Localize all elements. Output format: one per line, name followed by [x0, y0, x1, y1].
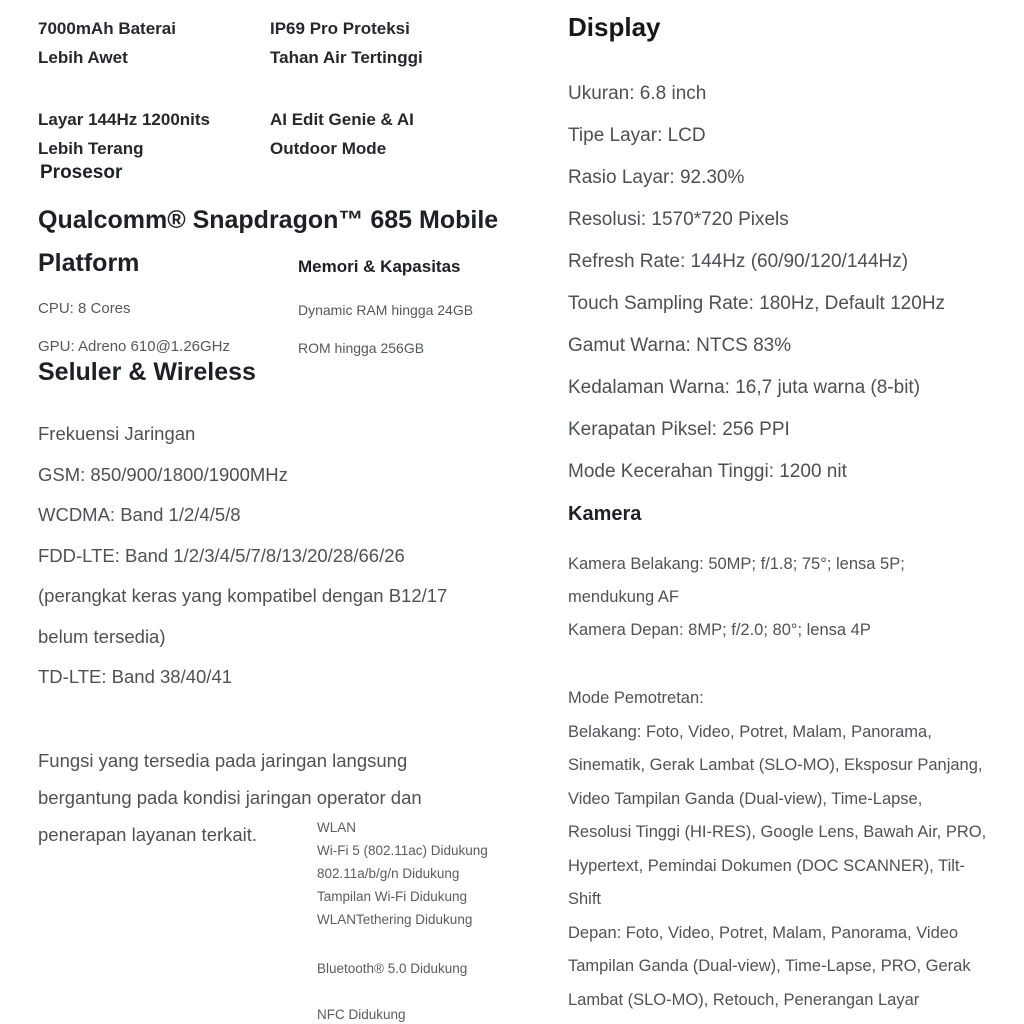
- section-title-cellular: Seluler & Wireless: [38, 358, 256, 386]
- network-disclaimer-line1: Fungsi yang tersedia pada jaringan langsung: [38, 750, 408, 771]
- display-brightness: Mode Kecerahan Tinggi: 1200 nit: [568, 461, 847, 482]
- display-size: Ukuran: 6.8 inch: [568, 83, 707, 104]
- rear-modes-line2: Sinematik, Gerak Lambat (SLO-MO), Eksposur Panjang,: [568, 756, 983, 774]
- rear-modes-line3: Video Tampilan Ganda (Dual-view), Time-Lapse,: [568, 789, 923, 808]
- display-color-gamut: Gamut Warna: NTCS 83%: [568, 335, 792, 356]
- display-spec-list: [568, 73, 1018, 493]
- network-disclaimer-line3: penerapan layanan terkait.: [38, 824, 258, 845]
- rear-camera-spec: Kamera Belakang: 50MP; f/1.8; 75°; lensa 5P;: [568, 555, 905, 573]
- display-touch-sampling: Touch Sampling Rate: 180Hz, Default 120Hz: [568, 293, 946, 314]
- bluetooth-spec: Bluetooth® 5.0 Didukung: [317, 961, 468, 976]
- feature-highlights: [38, 14, 508, 164]
- soc-title: Qualcomm® Snapdragon™ 685 Mobile Platform: [38, 206, 499, 277]
- section-title-memory: Memori & Kapasitas: [298, 257, 461, 276]
- cpu-spec: CPU: 8 Cores: [38, 300, 131, 317]
- camera-modes-list: [568, 682, 1024, 1017]
- network-frequency-heading: Frekuensi Jaringan: [38, 423, 196, 444]
- wifi-legacy-spec: 802.11a/b/g/n Didukung: [317, 866, 460, 881]
- feature-battery-line2: Lebih Awet: [38, 48, 128, 67]
- fdd-lte-note-line1: (perangkat keras yang kompatibel dengan B12/17: [38, 585, 448, 606]
- display-color-depth: Kedalaman Warna: 16,7 juta warna (8-bit): [568, 377, 921, 398]
- nfc-spec: NFC Didukung: [317, 1007, 406, 1022]
- feature-ip69-line2: Tahan Air Tertinggi: [270, 48, 423, 67]
- section-title-processor: Prosesor: [40, 162, 123, 183]
- display-resolution: Resolusi: 1570*720 Pixels: [568, 209, 789, 230]
- front-modes-line3: Lambat (SLO-MO), Retouch, Penerangan Layar: [568, 990, 920, 1009]
- gpu-spec: GPU: Adreno 610@1.26GHz: [38, 338, 230, 355]
- wifi5-spec: Wi-Fi 5 (802.11ac) Didukung: [317, 843, 488, 858]
- front-camera-spec: Kamera Depan: 8MP; f/2.0; 80°; lensa 4P: [568, 621, 871, 639]
- network-disclaimer-line2: bergantung pada kondisi jaringan operator dan: [38, 787, 422, 808]
- feature-ai-edit: [270, 105, 414, 163]
- rear-modes-line1: Belakang: Foto, Video, Potret, Malam, Panorama,: [568, 722, 932, 741]
- wifi-display-spec: Tampilan Wi-Fi Didukung: [317, 889, 468, 904]
- ram-spec: Dynamic RAM hingga 24GB: [298, 302, 474, 318]
- wlan-spec-list: [317, 816, 488, 931]
- display-type: Tipe Layar: LCD: [568, 125, 706, 146]
- td-lte-bands: TD-LTE: Band 38/40/41: [38, 666, 233, 687]
- wlan-heading: WLAN: [317, 820, 357, 835]
- wlan-tethering-spec: WLANTethering Didukung: [317, 912, 473, 927]
- feature-battery: [38, 14, 176, 72]
- display-refresh-rate: Refresh Rate: 144Hz (60/90/120/144Hz): [568, 251, 909, 272]
- feature-display-144hz-line2: Lebih Terang: [38, 139, 144, 158]
- rear-modes-line4: Resolusi Tinggi (HI-RES), Google Lens, Bawah Air, PRO,: [568, 823, 987, 841]
- display-screen-ratio: Rasio Layar: 92.30%: [568, 167, 745, 188]
- rear-camera-spec-cont: mendukung AF: [568, 588, 679, 606]
- camera-modes-heading: Mode Pemotretan:: [568, 689, 704, 707]
- camera-spec-list: [568, 548, 1018, 647]
- network-frequency-list: [38, 414, 518, 698]
- wcdma-bands: WCDMA: Band 1/2/4/5/8: [38, 504, 241, 525]
- rear-modes-line5: Hypertext, Pemindai Dokumen (DOC SCANNER), Tilt-: [568, 856, 966, 875]
- fdd-lte-note-line2: belum tersedia): [38, 625, 166, 647]
- feature-ai-edit-line1: AI Edit Genie & AI: [270, 110, 414, 129]
- gsm-bands: GSM: 850/900/1800/1900MHz: [38, 463, 288, 485]
- feature-battery-line1: 7000mAh Baterai: [38, 19, 176, 38]
- feature-ip69: [270, 14, 423, 72]
- feature-display-144hz-line1: Layar 144Hz 1200nits: [38, 110, 210, 129]
- rom-spec: ROM hingga 256GB: [298, 340, 425, 356]
- fdd-lte-bands: FDD-LTE: Band 1/2/3/4/5/7/8/13/20/28/66/26: [38, 544, 405, 566]
- rear-modes-line6: Shift: [568, 890, 602, 908]
- section-title-display: Display: [568, 12, 661, 42]
- feature-ai-edit-line2: Outdoor Mode: [270, 139, 387, 158]
- display-pixel-density: Kerapatan Piksel: 256 PPI: [568, 419, 790, 440]
- section-title-camera: Kamera: [568, 503, 642, 525]
- front-modes-line1: Depan: Foto, Video, Potret, Malam, Panorama, Video: [568, 923, 959, 942]
- feature-display-144hz: [38, 105, 210, 163]
- feature-ip69-line1: IP69 Pro Proteksi: [270, 19, 410, 38]
- front-modes-line2: Tampilan Ganda (Dual-view), Time-Lapse, PRO, Gerak: [568, 957, 971, 975]
